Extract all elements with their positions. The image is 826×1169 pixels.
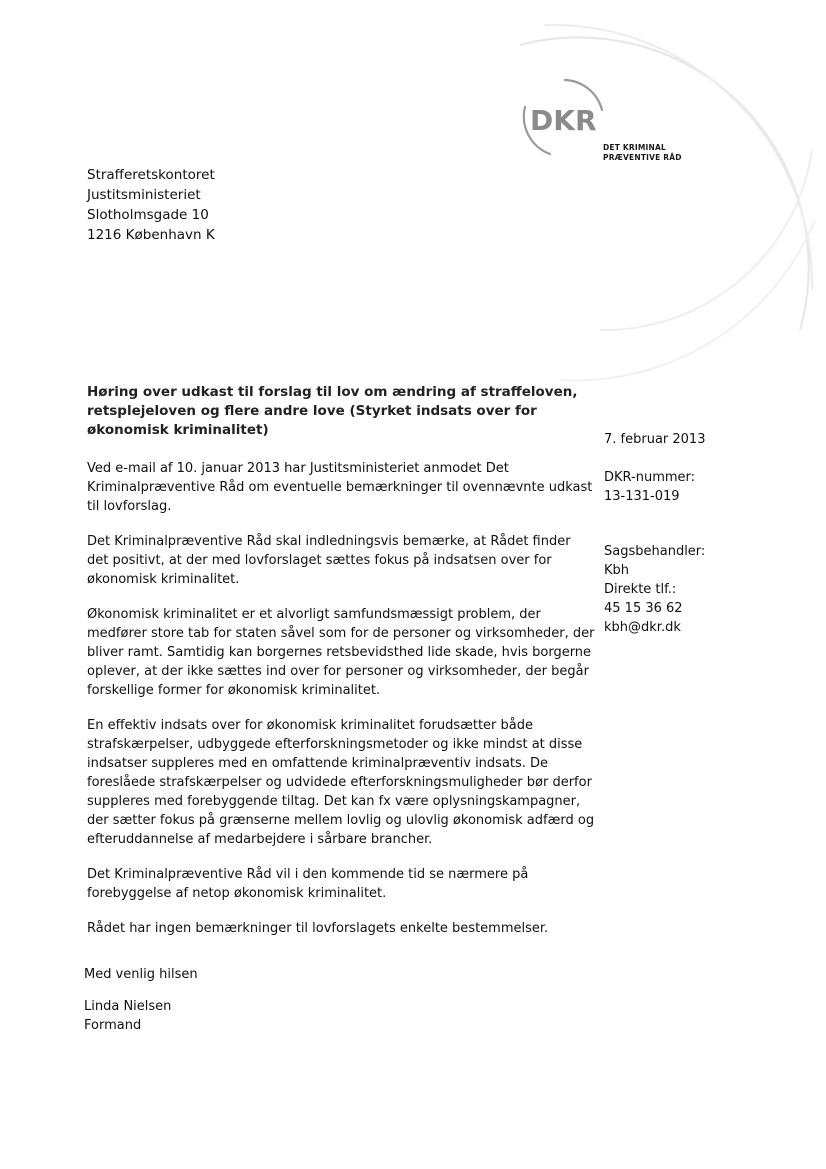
- dkr-logo: [510, 72, 610, 162]
- body-paragraph: Rådet har ingen bemærkninger til lovforslagets enkelte bestemmelser.: [87, 921, 549, 936]
- body-paragraph: Det Kriminalpræventive Råd skal indledningsvis bemærke, at Rådet finder det positivt, at der med lovforslaget sættes fokus på indsatsen over for økonomisk kriminalitet.: [87, 534, 571, 587]
- recipient-line: Strafferetskontoret: [87, 167, 215, 183]
- signatory-block: [84, 997, 171, 1035]
- phone-value: 45 15 36 62: [604, 601, 683, 616]
- closing-greeting: Med venlig hilsen: [84, 967, 198, 982]
- letter-subject: Høring over udkast til forslag til lov om ændring af straffeloven, retsplejeloven og flere andre love (Styrket indsats over for økonomisk kriminalitet): [87, 384, 578, 438]
- recipient-line: 1216 København K: [87, 227, 215, 243]
- logo-subtitle-line1: DET KRIMINAL: [603, 143, 666, 152]
- recipient-address: [87, 165, 215, 245]
- body-paragraph: Det Kriminalpræventive Råd vil i den kommende tid se nærmere på forebyggelse af netop økonomisk kriminalitet.: [87, 867, 529, 901]
- signatory-name: Linda Nielsen: [84, 999, 172, 1014]
- contact-block: [604, 542, 705, 637]
- recipient-line: Slotholmsgade 10: [87, 207, 209, 223]
- letter-date: 7. februar 2013: [604, 432, 706, 447]
- reference-block: [604, 468, 695, 506]
- body-paragraph: Ved e-mail af 10. januar 2013 har Justitsministeriet anmodet Det Kriminalpræventive Råd om eventuelle bemærkninger til ovennævnte udkast til lovforslag.: [87, 461, 593, 514]
- body-paragraph: Økonomisk kriminalitet er et alvorligt samfundsmæssigt problem, der medfører store tab for staten såvel som for de personer og virksomheder, der bliver ramt. Samtidig kan borgernes retsbevidsthed lide skade, hvis borgerne oplever, at der ikke sættes ind over for personer og virksomheder, der begår forskellige former for økonomisk kriminalitet.: [87, 607, 595, 698]
- logo-mark-text: DKR: [530, 104, 597, 137]
- handler-value: Kbh: [604, 563, 630, 578]
- phone-label: Direkte tlf.:: [604, 582, 677, 597]
- recipient-line: Justitsministeriet: [87, 187, 201, 203]
- letter-body: [87, 459, 595, 954]
- email-link[interactable]: kbh@dkr.dk: [604, 620, 681, 635]
- reference-value: 13-131-019: [604, 489, 680, 504]
- logo-subtitle-line2: PRÆVENTIVE RÅD: [603, 153, 682, 162]
- handler-label: Sagsbehandler:: [604, 544, 706, 559]
- signatory-title: Formand: [84, 1018, 142, 1033]
- body-paragraph: En effektiv indsats over for økonomisk kriminalitet forudsætter både strafskærpelser, udbyggede efterforskningsmetoder og ikke mindst at disse indsatser suppleres med en omfattende kriminalpræventiv indsats. De foreslåede strafskærpelser og udvidede efterforskningsmuligheder bør derfor suppleres med forebyggende tiltag. Det kan fx være oplysningskampagner, der sætter fokus på grænserne mellem lovlig og ulovlig økonomisk adfærd og efteruddannelse af medarbejdere i sårbare brancher.: [87, 718, 595, 847]
- reference-label: DKR-nummer:: [604, 470, 696, 485]
